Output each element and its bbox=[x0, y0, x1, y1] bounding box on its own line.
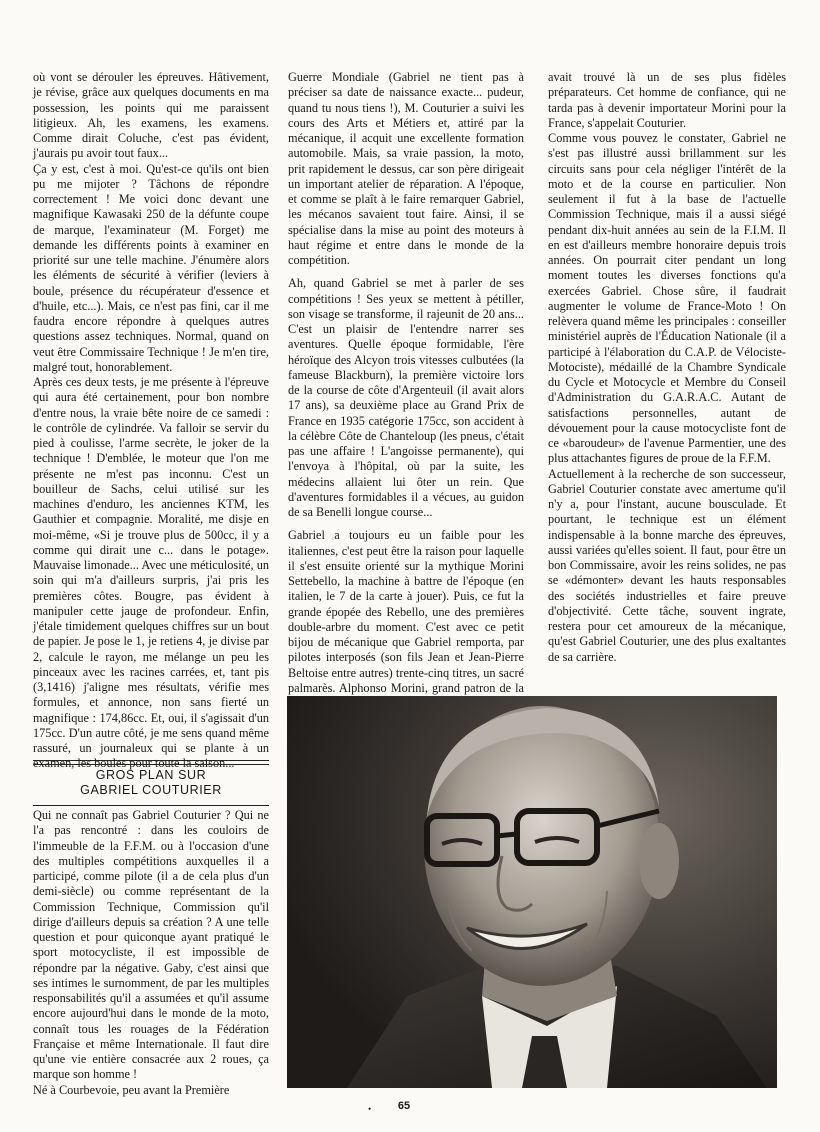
section-heading-line-1: GROS PLAN SUR bbox=[95, 768, 207, 782]
paragraph: Ah, quand Gabriel se met à parler de ses compétitions ! Ses yeux se mettent à pétiller, son visage se transforme, il rajeunit de 20 ans... C'est un plaisir de l'entendre narrer ses aventures. Quelle époque formidable, l'ère héroïque des Alcyon trois vitesses culbutées (la fameuse Blackburn), la première victoire lors de la course de côte d'Argenteuil (il avait alors 17 ans), sa deuxième place au Grand Prix de France en 1935 catégorie 175cc, son accident à la célèbre Côte de Chanteloup (les pneus, c'était pas une affaire ! L'angoisse permanente), qui l'envoya à l'hôpital, où par la suite, les médecins allaient lui ôter un rein. Que d'aventures formidables il a vécues, au guidon de sa Benelli longue course... bbox=[288, 276, 524, 519]
paragraph: Ça y est, c'est à moi. Qu'est-ce qu'ils ont bien pu me mijoter ? Tâchons de répondre correctement ! Me voici donc devant une magnifique Kawasaki 250 de la défunte coupe de marque, l'examinateur (M. Forget) me demande les différents points à examiner en priorité sur une telle machine. J'énumère alors les éléments de sécurité à vérifier (leviers à boule, présence du récupérateur d'essence et d'huile, etc...). Mais, ce n'est pas fini, car il me faudra encore répondre à quelques autres questions assez techniques. Normal, quand on veut être Commissaire Technique ! Je m'en tire, malgré tout, honorablement. bbox=[33, 161, 269, 374]
article-column-1 bbox=[33, 70, 269, 772]
paragraph: Guerre Mondiale (Gabriel ne tient pas à préciser sa date de naissance exacte... pudeur, quand tu nous tiens !), M. Couturier a suivi les cours des Arts et Métiers et, attiré par la mécanique, il acquit une excellente formation automobile. Mais, sa vraie passion, la moto, prit rapidement le dessus, car son père dirigeait un important atelier de réparation. A l'époque, et comme se plaît à le faire remarquer Gabriel, les mécanos savaient tout faire. Ainsi, il se spécialise dans la mise au point des moteurs à haut régime et entre dans le monde de la compétition. bbox=[288, 70, 524, 267]
paragraph: avait trouvé là un de ses plus fidèles préparateurs. Cet homme de confiance, qui ne tarda pas à devenir importateur Morini pour la France, s'appelait Couturier. bbox=[548, 70, 786, 130]
portrait-photo bbox=[287, 696, 777, 1088]
page-number: 65 bbox=[397, 1100, 411, 1112]
article-column-1-continued bbox=[33, 808, 269, 1098]
paragraph: Actuellement à la recherche de son successeur, Gabriel Couturier constate avec amertume qu'il n'y a, pour l'instant, aucune bousculade. Et pourtant, le technique est un élément indispensable à la bonne marche des épreuves, aussi variées qu'elles soient. Il faut, pour être un bon Commissaire, avoir les reins solides, ne pas se «démonter» devant les hauts responsables des sociétés industrielles et faire preuve d'objectivité. Cette tâche, souvent ingrate, restera pour cet amoureux de la mécanique, qu'est Gabriel Couturier, une des plus exaltantes de sa carrière. bbox=[548, 466, 786, 664]
paragraph: Né à Courbevoie, peu avant la Première bbox=[33, 1082, 230, 1097]
section-heading-line-2: GABRIEL COUTURIER bbox=[80, 783, 222, 797]
portrait-illustration bbox=[287, 696, 777, 1088]
paragraph: Après ces deux tests, je me présente à l'épreuve qui aura été certainement, pour bon nombre d'entre nous, la vraie bête noire de ce samedi : le contrôle de cylindrée. Va falloir se servir du pied à coulisse, l'arme secrète, le joker de la technique ! D'emblée, le moteur que l'on me présente ne m'est pas inconnu. C'est un bouilleur de Sachs, celui utilisé sur les machines d'enduro, les anciennes KTM, les Gauthier et compagnie. Moralité, me disje en moi-même, «Si je trouve plus de 500cc, il y a comme qui dirait une c... dans le potage». Mauvaise limonade... Avec une méticulosité, un soin qui m'a d'ailleurs surpris, j'ai pris les premières côtes. Bougre, pas évident à manipuler cette jauge de profondeur. Enfin, j'étale timidement quelques chiffres sur un bout de papier. Je pose le 1, je retiens 4, je divise par 2, calcule le rayon, me mélange un peu les pinceaux avec les racines carrées, et, tant pis (3,1416) j'aligne mes résultats, vérifie mes formules, et annonce, non sans fierté un magnifique : 174,86cc. Et, oui, il s'agissait d'un 175cc. D'un autre côté, je me sens quand même rassuré, un journaleux qui se plante à un examen, les boules pour toute la saison... bbox=[33, 375, 269, 771]
article-column-3 bbox=[548, 70, 786, 665]
paragraph: Gabriel a toujours eu un faible pour les italiennes, c'est peut être la raison pour laquelle il s'est ensuite orienté sur la mythique Morini Settebello, la machine à battre de l'époque (en italien, le 7 de la carte à jouer). Puis, ce fut la grande épopée des Rebello, une des premières double-arbre du moment. C'est avec ce petit bijou de mécanique que Gabriel remporta, par pilotes interposés (son fils Jean et Jean-Pierre Beltoise entre autres) trente-cinq titres, un sacré palmarès. Alphonso Morini, grand patron de la bbox=[288, 528, 524, 695]
paragraph: Comme vous pouvez le constater, Gabriel ne s'est pas illustré aussi brillamment sur les circuits sans pour cela négliger l'intérêt de la moto et de la course en particulier. Non seulement il fut à la base de l'actuelle Commission Technique, mais il a aussi siégé pendant dix-huit années au sein de la F.I.M. Il en est d'ailleurs membre honoraire depuis trois années. On pourrait citer pendant un long moment toutes les diverses fonctions qu'a exercées Gabriel. Chose sûre, il faudrait augmenter le volume de France-Moto ! On relèvera quand même les principales : conseiller ministériel auprès de l'Éducation Nationale (il a participé à l'élaboration du C.A.P. de Vélociste-Motociste), médaillé de la Chambre Syndicale du Cycle et Motocycle et Membre du Conseil d'Administration du G.A.R.A.C. Autant de satisfactions personnelles, autant de dévouement pour la cause motocycliste font de ce «baroudeur» de l'avenue Parmentier, une des plus attachantes figures de proue de la F.F.M. bbox=[548, 131, 786, 466]
section-heading-box bbox=[33, 760, 269, 806]
decorative-dot: • bbox=[368, 1104, 372, 1114]
paragraph: où vont se dérouler les épreuves. Hâtivement, je révise, grâce aux quelques documents en ma possession, les points qui me paraissent litigieux. Ah, les examens, les examens. Comme dirait Coluche, c'est pas évident, j'aurais pu avoir tout faux... bbox=[33, 70, 269, 161]
paragraph: Qui ne connaît pas Gabriel Couturier ? Qui ne l'a pas rencontré : dans les couloirs de l'immeuble de la F.F.M. ou à l'occasion d'une des multiples compétitions auxquelles il a participé, comme pilote (il a de cela plus d'un demi-siècle) ou comme représentant de la Commission Technique, Commission qu'il dirige d'ailleurs depuis sa création ? A une telle question et pour quiconque ayant pratiqué le sport motocycliste, il est impossible de répondre par la négative. Gaby, c'est ainsi que ses intimes le surnomment, de par les multiples responsabilités qu'il a assumées et qu'il assume encore aujourd'hui dans le monde de la moto, connaît tous les rouages de la Fédération Française et même Internationale. Il faut dire qu'une vie entière consacrée aux 2 roues, ça marque son homme ! bbox=[33, 808, 269, 1082]
article-column-2 bbox=[288, 70, 524, 711]
